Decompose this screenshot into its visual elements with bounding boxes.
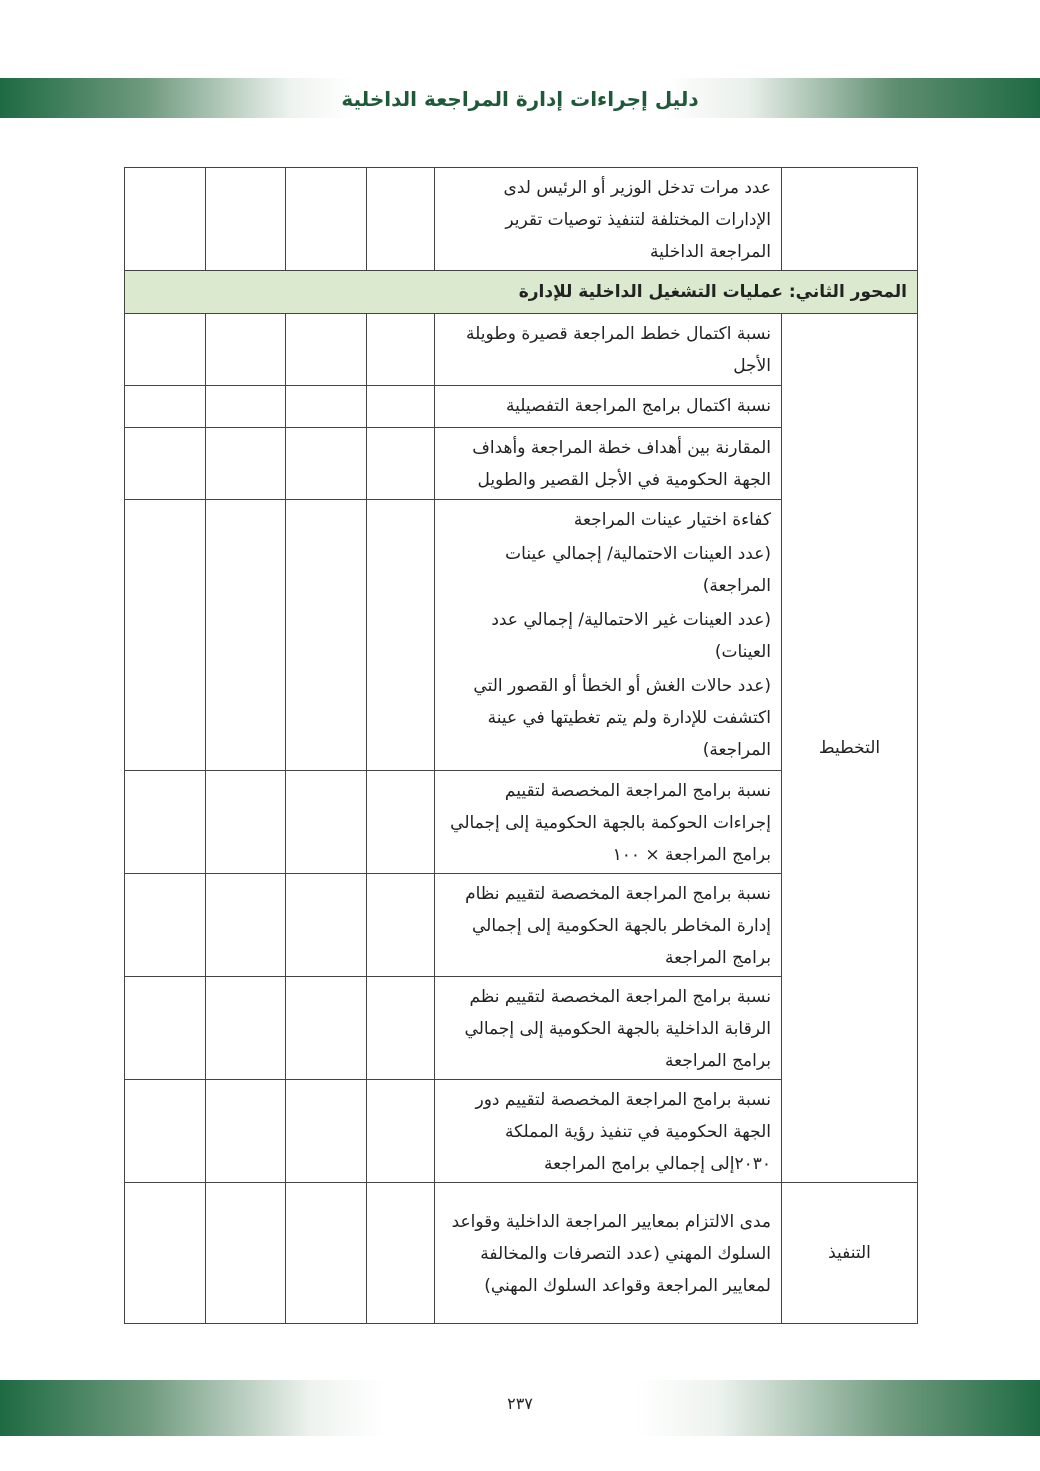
indicator-cell: [435, 1183, 782, 1324]
indicator-line: (عدد العينات غير الاحتمالية/ إجمالي عدد: [491, 610, 771, 630]
value-cell: [286, 428, 367, 500]
indicator-line: برامج المراجعة: [665, 1051, 771, 1071]
indicator-line: الجهة الحكومية في الأجل القصير والطويل: [477, 470, 771, 490]
indicator-line: مدى الالتزام بمعايير المراجعة الداخلية وقواعد: [451, 1212, 771, 1232]
indicator-line: الإدارات المختلفة لتنفيذ توصيات تقرير: [505, 210, 771, 230]
value-cell: [286, 874, 367, 977]
value-cell: [367, 771, 435, 874]
value-cell: [286, 1080, 367, 1183]
value-cell: [286, 771, 367, 874]
value-cell: [206, 386, 286, 428]
value-cell: [206, 1183, 286, 1324]
indicator-line: الأجل: [733, 356, 771, 376]
indicator-line: إجراءات الحوكمة بالجهة الحكومية إلى إجمالي: [450, 813, 771, 833]
value-cell: [367, 1183, 435, 1324]
indicator-line: كفاءة اختيار عينات المراجعة: [573, 510, 771, 530]
page-number: ٢٣٧: [507, 1394, 533, 1413]
indicator-line: العينات): [714, 642, 771, 662]
value-cell: [206, 500, 286, 771]
category-cell-execution: التنفيذ: [782, 1183, 918, 1324]
value-cell: [125, 1080, 206, 1183]
value-cell: [286, 168, 367, 271]
indicator-cell: [435, 314, 782, 386]
value-cell: [125, 168, 206, 271]
indicator-cell: [435, 977, 782, 1080]
value-cell: [125, 428, 206, 500]
indicator-line: (عدد العينات الاحتمالية/ إجمالي عينات: [505, 544, 771, 564]
indicator-line: عدد مرات تدخل الوزير أو الرئيس لدى: [503, 178, 771, 198]
value-cell: [125, 314, 206, 386]
table-row: [125, 314, 918, 386]
indicator-line: الجهة الحكومية في تنفيذ رؤية المملكة: [504, 1122, 771, 1142]
value-cell: [286, 977, 367, 1080]
indicator-cell: [435, 771, 782, 874]
indicator-line: المراجعة): [702, 576, 771, 596]
indicator-line: السلوك المهني (عدد التصرفات والمخالفة: [480, 1244, 771, 1264]
indicator-line: اكتشفت للإدارة ولم يتم تغطيتها في عينة: [487, 708, 771, 728]
kpi-table: [124, 167, 918, 1324]
value-cell: [206, 771, 286, 874]
value-cell: [286, 314, 367, 386]
indicator-line: المراجعة): [702, 740, 771, 760]
value-cell: [367, 428, 435, 500]
indicator-line: نسبة برامج المراجعة المخصصة لتقييم نظام: [465, 884, 771, 904]
value-cell: [206, 874, 286, 977]
indicator-line: المراجعة الداخلية: [650, 242, 771, 262]
indicator-cell: [435, 168, 782, 271]
section-header-row: [125, 271, 918, 314]
indicator-cell: [435, 874, 782, 977]
value-cell: [367, 874, 435, 977]
value-cell: [286, 500, 367, 771]
value-cell: [125, 386, 206, 428]
indicator-line: المقارنة بين أهداف خطة المراجعة وأهداف: [472, 438, 771, 458]
category-cell-planning: التخطيط: [782, 314, 918, 1183]
indicator-line: إدارة المخاطر بالجهة الحكومية إلى إجمالي: [471, 916, 771, 936]
value-cell: [125, 771, 206, 874]
value-cell: [125, 1183, 206, 1324]
value-cell: [286, 1183, 367, 1324]
indicator-line: الرقابة الداخلية بالجهة الحكومية إلى إجمالي: [464, 1019, 771, 1039]
indicator-line: نسبة برامج المراجعة المخصصة لتقييم دور: [475, 1090, 771, 1110]
indicator-line: برامج المراجعة × ١٠٠: [612, 845, 771, 865]
indicator-line: نسبة اكتمال برامج المراجعة التفصيلية: [505, 396, 771, 416]
value-cell: [367, 977, 435, 1080]
indicator-line: برامج المراجعة: [665, 948, 771, 968]
value-cell: [367, 500, 435, 771]
value-cell: [367, 1080, 435, 1183]
indicator-line: نسبة برامج المراجعة المخصصة لتقييم: [504, 781, 771, 801]
value-cell: [367, 386, 435, 428]
indicator-line: لمعايير المراجعة وقواعد السلوك المهني): [484, 1276, 771, 1296]
value-cell: [206, 1080, 286, 1183]
value-cell: [367, 168, 435, 271]
table-row: [125, 168, 918, 271]
page-header-title: دليل إجراءات إدارة المراجعة الداخلية: [341, 87, 699, 111]
indicator-cell: [435, 386, 782, 428]
indicator-line: ٢٠٣٠إلى إجمالي برامج المراجعة: [544, 1154, 771, 1174]
indicator-line: نسبة برامج المراجعة المخصصة لتقييم نظم: [469, 987, 771, 1007]
value-cell: [206, 977, 286, 1080]
section-title: المحور الثاني: عمليات التشغيل الداخلية للإدارة: [125, 271, 918, 314]
indicator-cell: [435, 500, 782, 771]
value-cell: [125, 977, 206, 1080]
value-cell: [367, 314, 435, 386]
indicator-line: (عدد حالات الغش أو الخطأ أو القصور التي: [473, 676, 771, 696]
table-row: [125, 1183, 918, 1324]
value-cell: [206, 168, 286, 271]
value-cell: [206, 314, 286, 386]
indicator-line: نسبة اكتمال خطط المراجعة قصيرة وطويلة: [466, 324, 771, 344]
indicator-cell: [435, 1080, 782, 1183]
category-cell-empty: [782, 168, 918, 271]
value-cell: [206, 428, 286, 500]
value-cell: [286, 386, 367, 428]
indicator-cell: [435, 428, 782, 500]
value-cell: [125, 874, 206, 977]
value-cell: [125, 500, 206, 771]
